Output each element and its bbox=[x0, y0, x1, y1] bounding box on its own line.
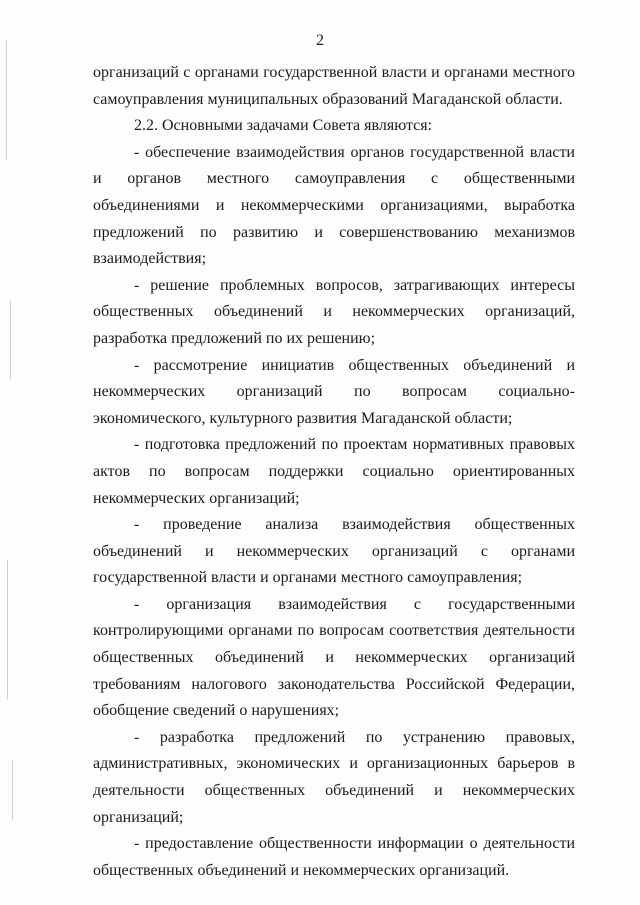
scan-artifact bbox=[7, 560, 8, 700]
list-item-interaction: - обеспечение взаимодействия органов государственной власти и органов местного самоуправления с общественными объединениями и некоммерческими организациями, выработка предложений по развитию и совершенствованию механизмов взаимодействия; bbox=[93, 143, 575, 268]
list-item-analysis: - проведение анализа взаимодействия общественных объединений и некоммерческих организаций с органами государственной власти и органами местного самоуправления; bbox=[93, 516, 575, 587]
list-item-control-bodies: - организация взаимодействия с государственными контролирующими органами по вопросам соответствия деятельности общественных объединений и некоммерческих организаций требованиям налогового законодательства Российской Федерации, обобщение сведений о нарушениях; bbox=[93, 595, 575, 720]
list-item-legal-acts: - подготовка предложений по проектам нормативных правовых актов по вопросам поддержки социально ориентированных некоммерческих организаций; bbox=[93, 436, 575, 507]
page-number: 2 bbox=[316, 32, 324, 49]
section-heading-2-2: 2.2. Основными задачами Совета являются: bbox=[134, 117, 433, 135]
scan-artifact bbox=[6, 40, 7, 160]
list-item-initiatives: - рассмотрение инициатив общественных объединений и некоммерческих организаций по вопросам социально-экономического, культурного развития Магаданской области; bbox=[93, 356, 575, 427]
list-item-barriers: - разработка предложений по устранению правовых, административных, экономических и организационных барьеров в деятельности общественных объединений и некоммерческих организаций; bbox=[93, 728, 575, 826]
scan-artifact bbox=[12, 760, 13, 820]
list-item-problem-solving: - решение проблемных вопросов, затрагивающих интересы общественных объединений и некоммерческих организаций, разработка предложений по их решению; bbox=[93, 276, 575, 347]
body-text bbox=[93, 60, 575, 884]
list-item-public-information: - предоставление общественности информации о деятельности общественных объединений и некоммерческих организаций. bbox=[93, 835, 575, 879]
paragraph-continuation: организаций с органами государственной власти и органами местного самоуправления муниципальных образований Магаданской области. bbox=[93, 64, 575, 108]
scan-artifact bbox=[10, 300, 11, 380]
